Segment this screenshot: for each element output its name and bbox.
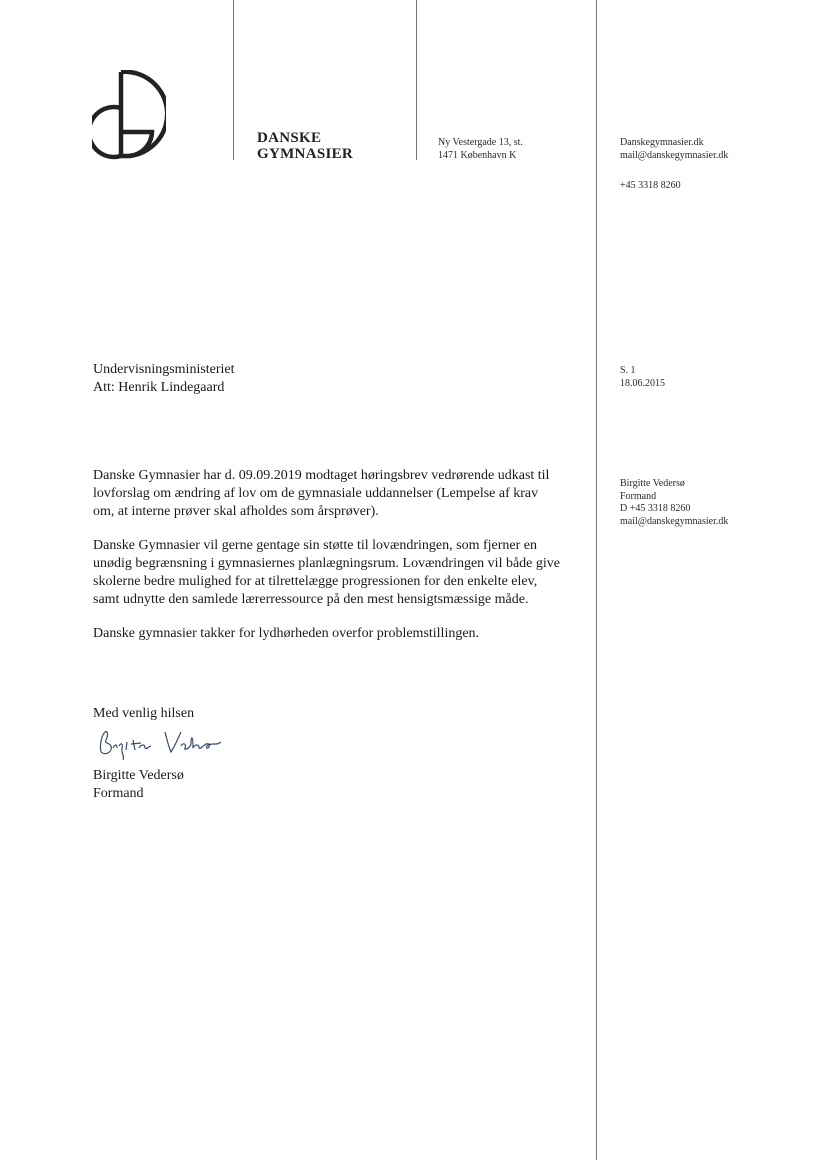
danske-gymnasier-logo — [92, 70, 166, 160]
address-block — [438, 137, 523, 162]
address-street: Ny Vestergade 13, st. — [438, 137, 523, 148]
signer-block — [93, 767, 184, 803]
contact-direct-phone: D +45 3318 8260 — [620, 503, 691, 514]
org-name-line2: GYMNASIER — [257, 146, 354, 162]
margin-divider — [596, 0, 597, 1160]
signer-title: Formand — [93, 786, 144, 801]
closing-greeting: Med venlig hilsen — [93, 706, 195, 721]
body-paragraph-1: Danske Gymnasier har d. 09.09.2019 modtaget høringsbrev vedrørende udkast til lovforslag om ændring af lov om de gymnasiale uddannelser (Lempelse af krav om, at interne prøver skal afholdes som årsprøver). — [93, 468, 550, 519]
handwritten-signature — [95, 726, 235, 762]
organisation-name — [257, 130, 353, 162]
org-name-line1: DANSKE — [257, 130, 322, 146]
letter-body — [93, 467, 563, 659]
page-number: S. 1 — [620, 365, 636, 376]
recipient-attention: Att: Henrik Lindegaard — [93, 380, 225, 395]
document-date: 18.06.2015 — [620, 377, 665, 389]
contact-email[interactable]: mail@danskegymnasier.dk — [620, 515, 729, 527]
contact-name: Birgitte Vedersø — [620, 478, 685, 489]
header-divider-middle — [416, 0, 417, 160]
website-link[interactable]: Danskegymnasier.dk — [620, 137, 704, 148]
contact-title: Formand — [620, 490, 657, 502]
contact-person-block — [620, 478, 728, 528]
header-divider-left — [233, 0, 234, 160]
header-contact-block — [620, 137, 728, 162]
address-city: 1471 København K — [438, 149, 517, 161]
email-link[interactable]: mail@danskegymnasier.dk — [620, 149, 729, 161]
body-paragraph-2: Danske Gymnasier vil gerne gentage sin støtte til lovændringen, som fjerner en unødig begrænsning i gymnasiernes planlægningsrum. Lovændringen vil både give skolerne bedre mulighed for at tilrettelægge progressionen for den enkelte elev, samt udnytte den samlede lærerressource på den mest hensigtsmæssige måde. — [93, 538, 560, 607]
recipient-block — [93, 361, 235, 397]
recipient-name: Undervisningsministeriet — [93, 362, 235, 377]
phone-number: +45 3318 8260 — [620, 180, 681, 191]
signer-name: Birgitte Vedersø — [93, 768, 184, 783]
body-paragraph-3: Danske gymnasier takker for lydhørheden overfor problemstillingen. — [93, 626, 480, 641]
document-meta — [620, 365, 665, 390]
